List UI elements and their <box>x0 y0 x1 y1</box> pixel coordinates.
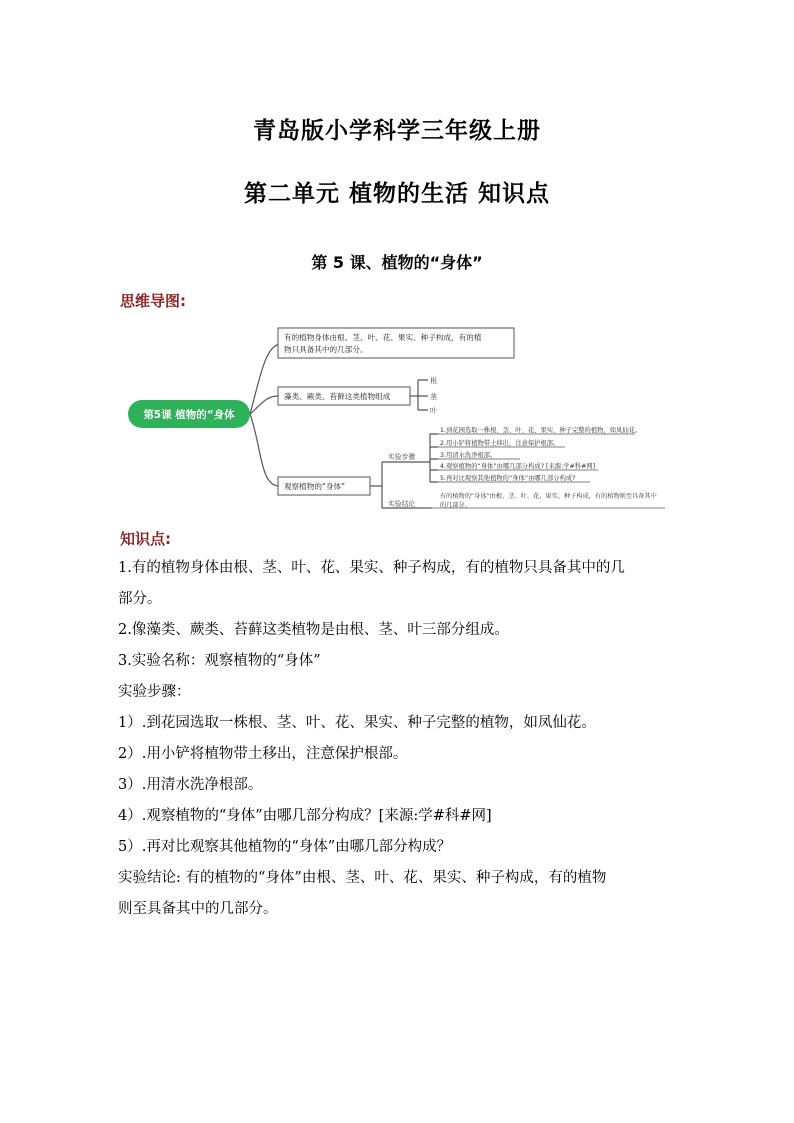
document-title: 青岛版小学科学三年级上册 <box>253 118 541 144</box>
branch2-child-leaf: 叶 <box>430 407 437 415</box>
unit-title: 第二单元 植物的生活 知识点 <box>243 181 550 207</box>
knowledge-points <box>118 553 688 925</box>
knowledge-line: 2）.用小铲将植物带土移出，注意保护根部。 <box>118 746 408 762</box>
knowledge-line: 部分。 <box>118 591 162 607</box>
mindmap-step-5: 5.再对比观察其他植物的“身体”由哪几部分构成? <box>440 475 576 482</box>
branch2-label: 藻类、蕨类、苔藓这类植物组成 <box>284 392 391 401</box>
knowledge-line: 2.像藻类、蕨类、苔藓这类植物是由根、茎、叶三部分组成。 <box>118 622 509 638</box>
connector-steps <box>420 434 438 482</box>
mindmap-step-1: 1.到花园选取一株根、茎、叶、花、果实、种子完整的植物，如凤仙花。 <box>440 427 642 434</box>
mindmap-step-4: 4.观察植物的“身体”由哪几部分构成? [来源:学#科#网] <box>440 463 596 470</box>
knowledge-line: 1）.到花园选取一株根、茎、叶、花、果实、种子完整的植物，如凤仙花。 <box>118 715 596 731</box>
knowledge-line: 实验结论: 有的植物的“身体”由根、茎、叶、花、果实、种子构成，有的植物 <box>118 870 607 886</box>
mindmap-step-2: 2.用小铲将植物带土移出，注意保护根部。 <box>440 440 560 447</box>
branch1-text-line1: 有的植物身体由根、茎、叶、花、果实、种子构成，有的植 <box>284 333 482 342</box>
lesson-title: 第 5 课、植物的“身体” <box>311 253 483 272</box>
mind-map <box>120 318 670 518</box>
branch2-child-stem: 茎 <box>430 393 437 401</box>
knowledge-line: 4）.观察植物的“身体”由哪几部分构成？[来源:学#科#网] <box>118 808 492 824</box>
conclusion-label: 实验结论 <box>388 500 416 508</box>
mindmap-step-3: 3.用清水洗净根部。 <box>440 452 497 459</box>
conclusion-text-line2: 的几部分。 <box>440 502 471 509</box>
knowledge-line: 3）.用清水洗净根部。 <box>118 777 263 793</box>
knowledge-line: 则至具备其中的几部分。 <box>118 901 278 917</box>
knowledge-line: 实验步骤： <box>118 684 191 700</box>
branch3-label: 观察植物的“身体” <box>284 482 346 491</box>
knowledge-label: 知识点: <box>120 530 171 548</box>
branch2-child-root: 根 <box>430 377 437 385</box>
connector-branch1 <box>250 344 280 414</box>
steps-label: 实验步骤 <box>388 453 416 461</box>
knowledge-line: 5）.再对比观察其他植物的“身体”由哪几部分构成？ <box>118 839 452 855</box>
conclusion-text-line1: 有的植物的“身体”由根、茎、叶、花、果实、种子构成，有的植物则至具备其中 <box>440 493 657 500</box>
knowledge-line: 1.有的植物身体由根、茎、叶、花、果实、种子构成，有的植物只具备其中的几 <box>118 560 625 576</box>
root-node-label: 第5课 植物的“身体 <box>143 409 235 421</box>
branch1-text-line2: 物只具备其中的几部分。 <box>284 345 368 354</box>
connector-branch2-children <box>410 380 428 410</box>
knowledge-line: 3.实验名称：观察植物的“身体” <box>118 653 321 669</box>
mindmap-label: 思维导图: <box>120 292 186 310</box>
connector-branch3 <box>250 414 278 486</box>
